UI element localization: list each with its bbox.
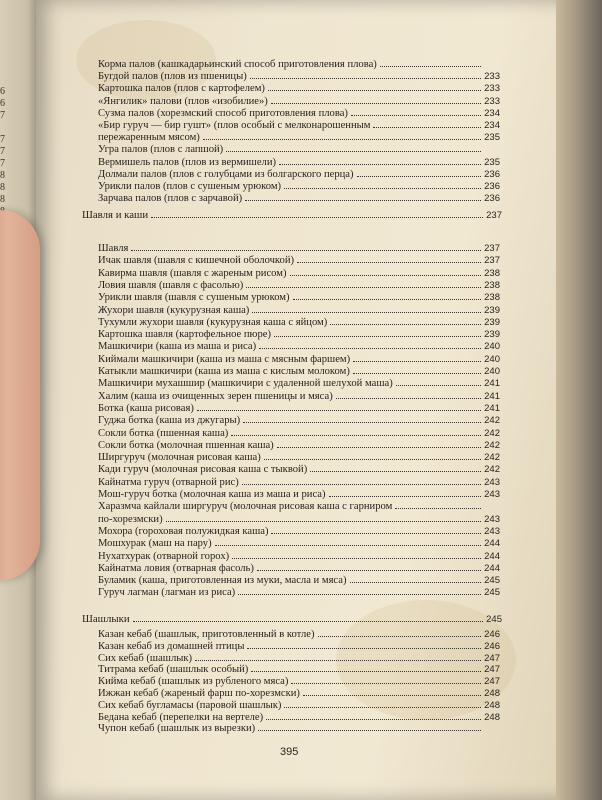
section-page-number: 237 [486,210,502,221]
dot-leader [195,659,481,661]
section-title: Шашлыки [82,613,130,625]
toc-entry-page: 247 [484,676,500,688]
toc-entry-page: 238 [484,279,500,291]
toc-entry-page: 238 [484,292,500,304]
toc-entry-title: Ширгуруч (молочная рисовая каша) [98,452,261,464]
dot-leader [226,150,481,152]
toc-entry-title: Долмали палов (плов с голубцами из болгарского перца) [98,168,354,180]
toc-entry-title: Вермишель палов (плов из вермишели) [98,156,277,168]
toc-entry-title: Бугдой палов (плов из пшеницы) [98,71,247,83]
toc-entry-title: Казан кебаб (шашлык, приготовленный в котле) [98,629,315,640]
toc-entry-page: 243 [484,513,500,525]
dot-leader [252,311,481,313]
toc-entry-page: 243 [484,476,500,488]
toc-entry-title: Мошхурак (маш на пару) [98,538,212,550]
section-heading-shashlyki [82,611,502,625]
toc-entry-page: 241 [484,402,500,414]
toc-entry-title: Бедана кебаб (перепелки на вертеле) [98,711,264,723]
dot-leader [329,495,481,497]
toc-entry-title: Кади гуруч (молочная рисовая каша с тыквой) [98,464,308,476]
toc-entry-page: 239 [484,304,500,316]
dot-leader [215,544,481,546]
page-number: 395 [280,746,299,758]
toc-entry-page: 234 [484,107,500,119]
toc-entry-page: 236 [484,168,500,180]
dot-leader [284,187,481,189]
toc-entry-title: Сих кебаб бугламасы (паровой шашлык) [98,699,282,711]
toc-entry-page: 236 [484,193,500,205]
toc-entry-page: 242 [484,439,500,451]
dot-leader [131,249,481,251]
toc-entry [98,190,500,205]
toc-entry-title: Корма палов (кашкадарьинский способ приготовления плова) [98,59,377,70]
toc-entry-title: Харазмча кайлали ширгуруч (молочная рисовая каша с гарниром [98,501,393,513]
toc-entry-title: Мохора (гороховая полужидкая каша) [98,525,269,537]
toc-entry-title: Казан кебаб из домашней птицы [98,640,245,652]
toc-entry-title: Титрама кебаб (шашлык особый) [98,664,249,676]
dot-leader [247,647,481,649]
dot-leader [231,434,481,436]
toc-entry-title: Шавля [98,243,129,254]
dot-leader [277,446,481,448]
dot-leader [245,199,481,201]
toc-entry-page: 247 [484,652,500,664]
section-page-number: 245 [486,614,502,625]
margin-mark: 6 [0,86,5,97]
dot-leader [242,483,481,485]
toc-entry-title: Халим (каша из очищенных зерен пшеницы и мяса) [98,390,333,402]
dot-leader [373,126,481,128]
toc-entry-page: 233 [484,83,500,95]
toc-entry-page: 244 [484,538,500,550]
toc-entry-title: Угра палов (плов с лапшой) [98,144,224,156]
margin-mark: 7 [0,110,5,121]
dot-leader [336,397,481,399]
dot-leader [350,581,482,583]
toc-entry-page: 238 [484,267,500,279]
margin-mark [0,122,14,134]
toc-entry-page: 242 [484,415,500,427]
dot-leader [257,569,481,571]
margin-mark: 7 [0,134,5,145]
toc-entry-title: Кайнатма гуруч (отварной рис) [98,476,239,488]
margin-mark: 8 [0,170,5,181]
toc-entry-page: 235 [484,132,500,144]
dot-leader [264,458,481,460]
toc-entry-title: Чупон кебаб (шашлык из вырезки) [98,723,256,735]
dot-leader [271,102,481,104]
toc-entry-title: «Бир гуруч — бир гушт» (плов особый с мелконарошенным [98,120,371,131]
toc-entry-title: Урикли палов (плов с сушеным урюком) [98,181,282,192]
toc-entry [98,720,484,734]
dot-leader [246,286,481,288]
toc-entry-title: Ловия шавля (шавля с фасолью) [98,279,244,291]
toc-entry-page: 240 [484,353,500,365]
dot-leader [318,635,481,637]
toc-entry-title: Катыкли машкичири (каша из маша с кислым молоком) [98,366,350,377]
toc-entry-page: 239 [484,316,500,328]
dot-leader [197,409,481,411]
dot-leader [133,620,483,622]
toc-entry-title: Сокли ботка (молочная пшенная каша) [98,439,274,451]
toc-entry-page: 240 [484,366,500,377]
toc-entry-page: 242 [484,427,500,439]
dot-leader [271,532,481,534]
dot-leader [238,593,481,595]
toc-entry-page: 244 [484,562,500,574]
margin-mark: 7 [0,146,5,157]
toc-entry-page: 240 [484,341,500,353]
toc-entry-page: 236 [484,181,500,192]
dot-leader [291,682,481,684]
dot-leader [259,347,481,349]
toc-entry [98,584,500,599]
toc-entry-page: 235 [484,156,500,168]
dot-leader [203,138,481,140]
dot-leader [279,163,481,165]
toc-entry-title: Ичак шавля (шавля с кишечной оболочкой) [98,255,295,267]
dot-leader [293,298,481,300]
dot-leader [251,670,481,672]
toc-entry-page: 245 [484,575,500,587]
dot-leader [395,507,481,509]
dot-leader [396,384,481,386]
toc-entry-title: Машкичири мухашшир (машкичири с удаленной шелухой маша) [98,378,393,390]
toc-entry-title: Картошка палов (плов с картофелем) [98,83,265,95]
dot-leader [357,175,481,177]
toc-entry-page: 239 [484,329,500,341]
toc-entry-title: Тухумли жухори шавля (кукурузная каша с яйцом) [98,316,328,328]
toc-entry-title: Сих кебаб (шашлык) [98,652,193,664]
dot-leader [166,520,481,522]
right-page-edge [556,0,602,800]
dot-leader [297,261,481,263]
toc-entry-title: Нухатхурак (отварной горох) [98,550,230,562]
toc-entry-title: Мош-гуруч ботка (молочная каша из маша и риса) [98,489,326,500]
dot-leader [310,470,481,472]
toc-entry-title: Гуджа ботка (каша из джугары) [98,415,241,427]
dot-leader [151,216,483,218]
toc-entry-title: пережаренным мясом) [98,132,200,144]
toc-entry-title: Жухори шавля (кукурузная каша) [98,304,250,316]
dot-leader [353,372,481,374]
toc-entry-title: Буламик (каша, приготовленная из муки, масла и мяса) [98,575,347,587]
toc-entry-page: 243 [484,489,500,500]
toc-entry-page: 234 [484,120,500,131]
toc-entry-title: «Янгилик» палови (плов «изобилие») [98,95,268,107]
dot-leader [268,89,481,91]
section-heading-shavlya [82,207,502,221]
toc-entry-page: 241 [484,378,500,390]
finger-holding-page [0,210,40,580]
toc-entry-page: 242 [484,464,500,476]
dot-leader [232,557,481,559]
section-title: Шавля и каши [82,209,149,221]
toc-entry-page: 244 [484,550,500,562]
margin-mark: 6 [0,98,5,109]
dot-leader [284,706,481,708]
dot-leader [258,729,481,731]
dot-leader [274,335,481,337]
dot-leader [353,360,481,362]
toc-entry-title: Урикли шавля (шавля с сушеным урюком) [98,292,290,304]
toc-entry-title: Сузма палов (хорезмский способ приготовления плова) [98,107,348,119]
toc-entry-page: 246 [484,629,500,640]
dot-leader [290,274,481,276]
toc-entry-page: 248 [484,711,500,723]
dot-leader [303,694,481,696]
margin-mark: 8 [0,194,5,205]
toc-entry-title: Кавирма шавля (шавля с жареным рисом) [98,267,287,279]
toc-entry-page: 233 [484,71,500,83]
toc-entry-page: 243 [484,525,500,537]
toc-entry-page: 247 [484,664,500,676]
toc-entry-page: 248 [484,688,500,699]
toc-entry-title: по-хорезмски) [98,513,163,525]
dot-leader [243,421,481,423]
toc-entry-page: 248 [484,699,500,711]
margin-mark: 7 [0,158,5,169]
toc-entry-title: Ижжан кебаб (жареный фарш по-хорезмски) [98,688,300,699]
toc-entry-page: 233 [484,95,500,107]
toc-entry-title: Ботка (каша рисовая) [98,402,194,414]
toc-entry-page: 241 [484,390,500,402]
toc-entry-page: 237 [484,243,500,254]
toc-entry-title: Машкичири (каша из маша и риса) [98,341,257,353]
toc-entry-title: Киймали машкичири (каша из маша с мясным фаршем) [98,353,351,365]
toc-entry-page: 242 [484,452,500,464]
margin-mark: 8 [0,182,5,193]
toc-entry-title: Гуруч лагман (лагман из риса) [98,587,236,599]
toc-entry-page: 237 [484,255,500,267]
toc-entry-title: Зарчава палов (плов с зарчавой) [98,193,243,205]
dot-leader [330,323,481,325]
toc-entry-page: 245 [484,587,500,599]
dot-leader [250,77,481,79]
toc-entry-title: Кайнатма ловия (отварная фасоль) [98,562,254,574]
toc-entry-title: Кийма кебаб (шашлык из рубленого мяса) [98,676,289,688]
toc-entry-title: Сокли ботка (пшенная каша) [98,427,229,439]
dot-leader [266,718,481,720]
toc-entry-page: 246 [484,640,500,652]
toc-entry-title: Картошка шавля (картофельное пюре) [98,329,271,341]
dot-leader [351,114,481,116]
dot-leader [380,65,481,67]
